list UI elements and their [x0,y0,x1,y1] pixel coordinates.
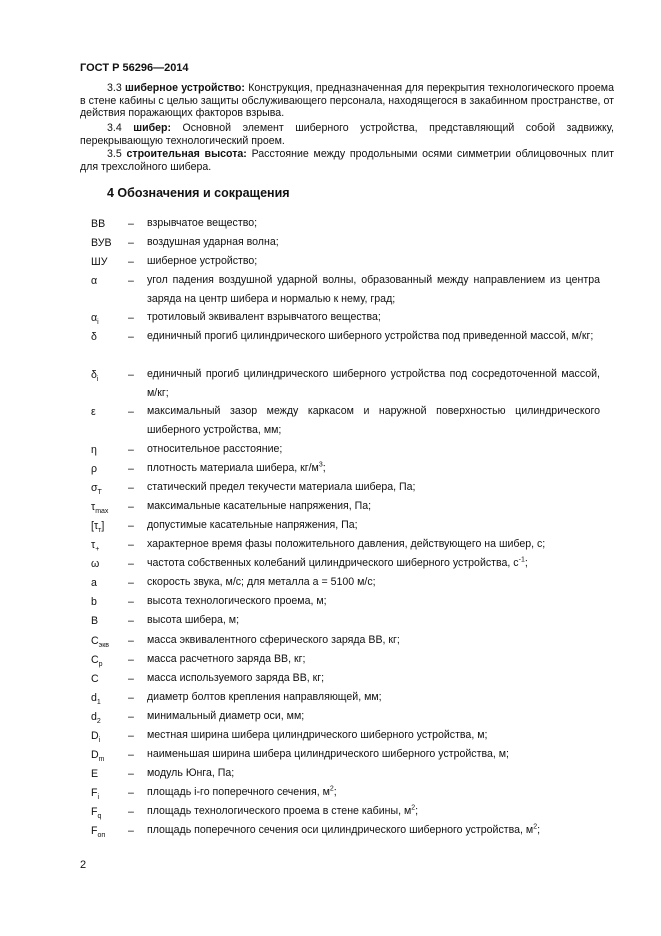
symbol [91,711,101,726]
symbol [91,312,99,327]
definition-text: площадь поперечного сечения оси цилиндрического шиберного устройства, м [147,824,534,836]
dash-separator: – [128,406,134,418]
symbol [91,635,110,650]
symbol-base: F [91,825,98,837]
symbol-definition [147,611,600,630]
definition-text: характерное время фазы положительного давления, действующего на шибер, с; [147,538,546,550]
paragraph-number: 3.3 [107,82,122,94]
symbol-definition [147,821,600,840]
symbol-subscript: Т [97,489,102,497]
definition-text: плотность материала шибера, кг/м [147,462,319,474]
dash-separator: – [128,825,134,837]
definition-text: Расстояние между продольными осями симметрии облицовочных плит для трехслойного шибера. [80,148,614,173]
symbol-subscript: max [95,508,109,516]
definition-text: наименьшая ширина шибера цилиндрического шиберного устройства, м; [147,748,509,760]
symbol [91,256,107,268]
symbol-base: δ [91,331,97,343]
symbol-definition [147,440,600,459]
definition-text: максимальные касательные напряжения, Па; [147,500,372,512]
dash-separator: – [128,218,134,230]
symbol [91,749,105,764]
definition-text: диаметр болтов крепления направляющей, мм; [147,691,382,703]
symbol [91,218,105,230]
symbol-definition [147,802,600,821]
definition-text: скорость звука, м/с; для металла a = 5100 м/с; [147,576,376,588]
symbol-subscript: i [96,376,99,384]
symbol [91,520,105,535]
symbol-subscript: 1 [96,699,101,707]
symbol-base: σ [91,482,98,494]
symbol [91,787,100,802]
dash-separator: – [128,539,134,551]
symbol-base: ε [91,406,96,418]
symbol-subscript: оп [97,832,106,840]
symbol-definition [147,402,600,440]
symbol-definition [147,459,600,478]
symbol-base: C [91,635,99,647]
dash-separator: – [128,482,134,494]
symbol [91,406,96,418]
symbol-definition [147,308,600,327]
dash-separator: – [128,711,134,723]
dash-separator: – [128,635,134,647]
symbol [91,596,97,608]
definition-superscript: 2 [329,785,334,793]
dash-separator: – [128,331,134,343]
paragraph-3-3 [80,82,614,120]
symbol-base: τ [91,501,96,513]
symbol-base: b [91,596,97,608]
paragraph-3-5 [80,148,614,173]
symbol-definition [147,650,600,669]
symbol [91,237,112,249]
symbol-definition [147,233,600,252]
symbol-definition [147,783,600,802]
symbol-definition [147,688,600,707]
definition-text: высота технологического проема, м; [147,595,327,607]
definition-end: ; [333,786,337,798]
symbol-subscript: i [98,737,101,745]
dash-separator: – [128,673,134,685]
symbol [91,806,102,821]
symbol-base: C [91,673,99,685]
symbol-definition [147,535,600,554]
symbol-base: ρ [91,463,98,475]
definition-text: максимальный зазор между каркасом и наружной поверхностью цилиндрического шиберного устройства, мм; [147,405,600,436]
symbol-base: ШУ [91,256,108,268]
symbol [91,482,102,497]
definition-text: относительное расстояние; [147,443,283,455]
dash-separator: – [128,520,134,532]
symbol-base: δ [91,369,97,381]
symbol [91,692,101,707]
symbol-base: τ [91,539,96,551]
dash-separator: – [128,749,134,761]
symbol-base: α [91,312,98,324]
symbol-definition [147,726,600,745]
definition-text: масса используемого заряда ВВ, кг; [147,672,325,684]
dash-separator: – [128,692,134,704]
symbol-base: ВВ [91,218,106,230]
page-number: 2 [80,859,87,871]
term: шиберное устройство: [125,82,245,94]
dash-separator: – [128,444,134,456]
dash-separator: – [128,615,134,627]
definition-superscript: 2 [411,804,416,812]
symbol [91,730,101,745]
definition-superscript: 2 [533,823,538,831]
definition-text: Основной элемент шиберного устройства, представляющий собой задвижку, перекрывающую технологический проем. [80,122,614,147]
symbol [91,369,99,384]
symbol-base: ω [91,558,100,570]
section-title: 4 Обозначения и сокращения [107,186,290,200]
symbol-base: α [91,275,98,287]
symbol [91,331,97,343]
symbol [91,577,97,589]
symbol-subscript: 2 [96,718,101,726]
symbol-subscript: i [97,319,99,327]
dash-separator: – [128,237,134,249]
symbol [91,768,98,780]
dash-separator: – [128,463,134,475]
symbol [91,501,109,516]
symbol-bracket: ] [101,520,105,532]
symbol [91,673,99,685]
dash-separator: – [128,501,134,513]
dash-separator: – [128,312,134,324]
dash-separator: – [128,654,134,666]
symbol-base: F [91,806,98,818]
definition-text: площадь технологического проема в стене кабины, м [147,805,412,817]
symbol-base: a [91,577,97,589]
definition-text: статический предел текучести материала шибера, Па; [147,481,416,493]
definition-text: минимальный диаметр оси, мм; [147,710,305,722]
dash-separator: – [128,806,134,818]
symbol-base: [τ [91,520,99,532]
symbol [91,444,97,456]
definition-text: единичный прогиб цилиндрического шиберного устройства под сосредоточенной массой, м/кг; [147,368,600,399]
symbol-definition [147,764,600,783]
symbol-definition [147,592,600,611]
definition-text: Конструкция, предназначенная для перекрытия технологического проема в стене кабины с целью защиты обслуживающего персонала, находящегося в закабинном пространстве, от действия поражающих факторов взрыва. [80,82,614,120]
symbol [91,825,106,840]
symbol [91,558,99,570]
symbol [91,539,100,554]
definition-text: взрывчатое вещество; [147,217,258,229]
paragraph-number: 3.4 [107,122,122,134]
symbol-base: d [91,692,97,704]
symbol-base: E [91,768,99,780]
symbol-base: ВУВ [91,237,112,249]
symbol-subscript: m [98,756,105,764]
definition-text: масса эквивалентного сферического заряда ВВ, кг; [147,634,400,646]
symbol-definition [147,252,600,271]
definition-end: ; [322,462,326,474]
symbol-definition [147,573,600,592]
dash-separator: – [128,768,134,780]
symbol-base: d [91,711,97,723]
symbol-subscript: + [95,546,100,554]
definition-text: шиберное устройство; [147,255,258,267]
definition-end: ; [537,824,541,836]
symbol-definition [147,669,600,688]
symbol-subscript: экв [98,642,110,650]
symbol-base: D [91,749,99,761]
dash-separator: – [128,730,134,742]
symbol-definition [147,554,600,573]
symbol-definition [147,631,600,650]
symbol-subscript: р [98,661,103,669]
dash-separator: – [128,369,134,381]
definition-text: местная ширина шибера цилиндрического шиберного устройства, м; [147,729,488,741]
dash-separator: – [128,275,134,287]
definition-text: допустимые касательные напряжения, Па; [147,519,358,531]
symbol-definition [147,707,600,726]
symbol-subscript: i [97,794,100,802]
symbol-base: B [91,615,99,627]
definition-text: высота шибера, м; [147,614,240,626]
definition-superscript: -1 [518,556,525,564]
paragraph-number: 3.5 [107,148,122,160]
definition-superscript: 3 [318,461,323,469]
definition-text: площадь i-го поперечного сечения, м [147,786,330,798]
symbol-definition [147,478,600,497]
symbol [91,615,98,627]
symbol-definition [147,327,600,346]
dash-separator: – [128,558,134,570]
symbol-base: C [91,654,99,666]
symbol-base: η [91,444,97,456]
definition-end: ; [524,557,528,569]
paragraph-3-4 [80,122,614,147]
term: шибер: [133,122,172,134]
symbol [91,654,103,669]
dash-separator: – [128,596,134,608]
document-header: ГОСТ Р 56296—2014 [80,62,189,74]
term: строительная высота: [126,148,247,160]
symbol-definition [147,365,600,403]
dash-separator: – [128,256,134,268]
definition-text: масса расчетного заряда ВВ, кг; [147,653,306,665]
symbol-base: F [91,787,98,799]
definition-text: единичный прогиб цилиндрического шиберного устройства под приведенной массой, м/кг; [147,330,594,342]
symbol-definition [147,214,600,233]
symbol-definition [147,271,600,309]
symbol-subscript: т [98,527,102,535]
symbol-subscript: q [97,813,102,821]
symbol-base: D [91,730,99,742]
definition-text: тротиловый эквивалент взрывчатого вещества; [147,311,381,323]
definition-text: частота собственных колебаний цилиндрического шиберного устройства, с [147,557,519,569]
symbol-definition [147,516,600,535]
dash-separator: – [128,787,134,799]
definition-text: модуль Юнга, Па; [147,767,235,779]
symbol [91,275,97,287]
symbol-definition [147,497,600,516]
definition-text: угол падения воздушной ударной волны, образованный между направлением из центра заряда на центр шибера и нормалью к нему, град; [147,274,600,305]
definition-text: воздушная ударная волна; [147,236,279,248]
dash-separator: – [128,577,134,589]
definition-end: ; [415,805,419,817]
symbol-definition [147,745,600,764]
symbol [91,463,97,475]
